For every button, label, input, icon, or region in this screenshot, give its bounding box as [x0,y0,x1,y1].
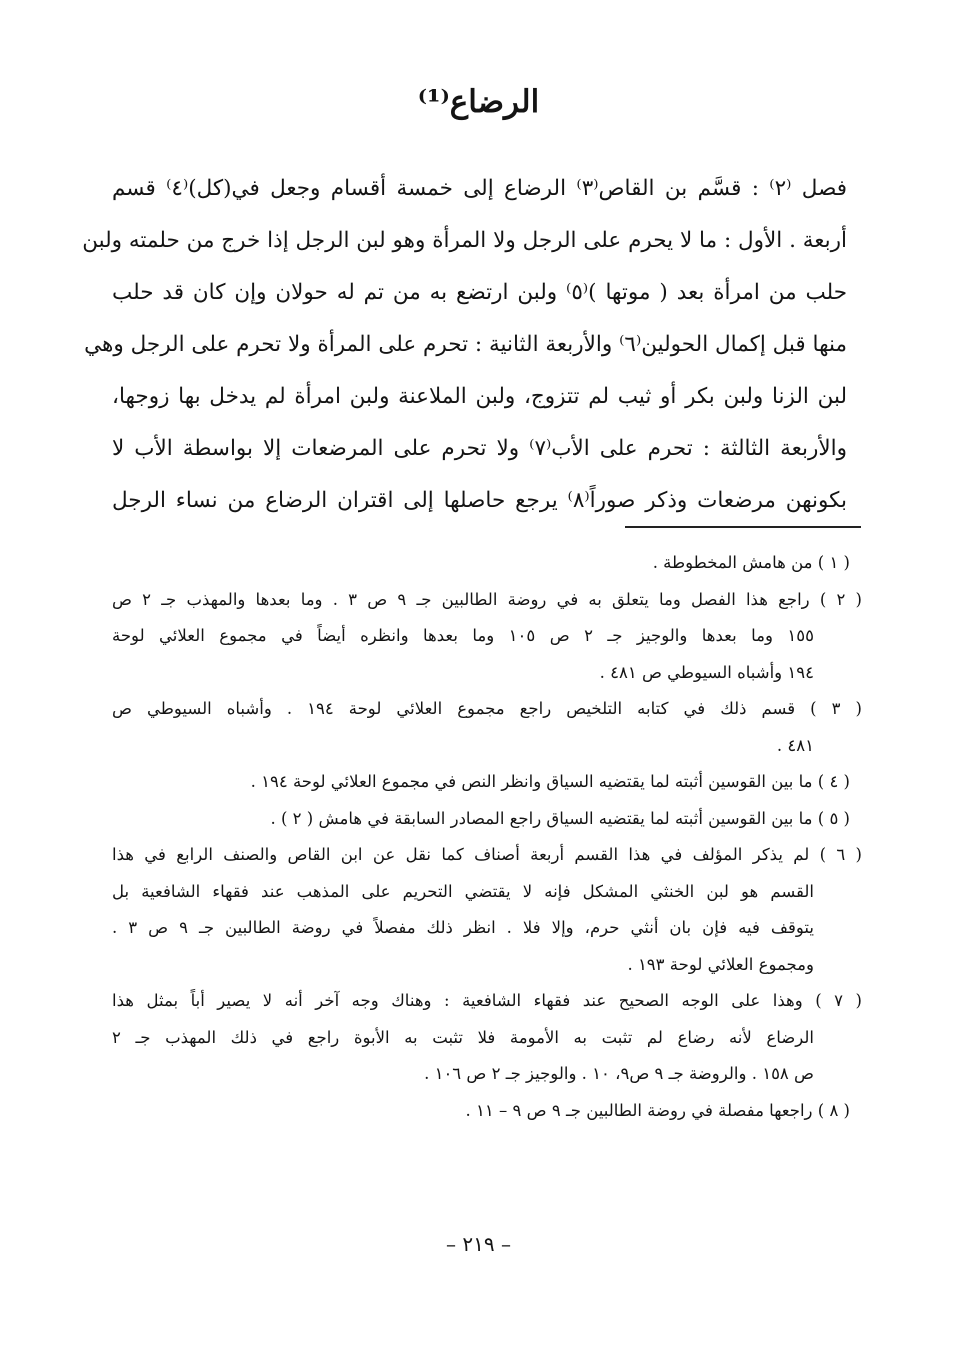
footnote-line: ١٥٥ وما بعدها والوجيز جـ ٢ ص ١٠٥ وما بعدها وانظره أيضاً في مجموع العلائي لوحة [112,626,814,645]
body-line: منها قبل إكمال الحولين⁽٦⁾ والأربعة الثانية : تحرم على المرأة ولا تحرم على الرجل وهي [84,332,847,357]
footnote-8 [112,1093,862,1130]
footnote-7 [112,983,862,1093]
page-number: – ٢١٩ – [446,1232,511,1256]
footnote-5 [112,801,862,838]
footnote-separator [625,526,861,528]
footnote-line: ( ٨ ) راجعها مفصلة في روضة الطالبين جـ ٩ ص ٩ – ١١ . [465,1100,850,1120]
footnote-3 [112,691,862,764]
footnote-4 [112,764,862,801]
footnote-line: ٤٨١ . [776,735,814,755]
body-line: لبن الزنا ولبن بكر أو ثيب لم تتزوج، ولبن الملاعنة ولبن امرأة لم يدخل بها زوجها، [112,384,847,409]
footnote-line: ( ٦ ) لم يذكر المؤلف في هذا القسم أربعة أصناف كما نقل عن ابن القاص والصنف الرابع في هذا [112,845,862,864]
footnote-line: ( ٣ ) قسم ذلك في كتابه التلخيص راجع مجموع العلائي لوحة ١٩٤ . وأشباه السيوطي ص [112,699,862,718]
body-line: أربعة . الأول : ما لا يحرم على الرجل ولا المرأة وهو لبن الرجل إذا خرج من حلمته ولبن [82,228,847,253]
footnote-2 [112,582,862,692]
body-line: فصل ⁽٢⁾ : قسَّم بن القاص⁽٣⁾ الرضاع إلى خمسة أقسام وجعل في(كل)⁽٤⁾ قسم [112,176,848,201]
footnote-6 [112,837,862,983]
footnote-line: ومجموع العلائي لوحة ١٩٣ . [627,954,814,974]
footnote-line: الرضاع لأنه رضاع لم تثبت به الأمومة فلا تثبت به الأبوة راجع في ذلك المهذب جـ ٢ [112,1027,814,1047]
page-title: الرضاع⁽¹⁾ [417,84,540,120]
footnote-line: ( ٤ ) ما بين القوسين أثبته لما يقتضيه السياق وانظر النص في مجموع العلائي لوحة ١٩٤ . [250,772,850,791]
footnote-1 [112,545,862,582]
body-line: والأربعة الثالثة : تحرم على الأب⁽٧⁾ ولا تحرم على المرضعات إلا بواسطة الأب لا [112,436,848,461]
body-line: بكونهن مرضعات وذكر صوراً⁽٨⁾ يرجع حاصلها إلى اقتران الرضاع من نساء الرجل [112,488,847,513]
main-text [82,163,848,527]
footnote-line: ( ٢ ) راجع هذا الفصل وما يتعلق به في روضة الطالبين جـ ٩ ص ٣ . وما بعدها والمهذب جـ ٢ ص [112,589,862,609]
footnote-line: ( ١ ) من هامش المخطوطة . [652,553,850,572]
footnote-line: ( ٥ ) ما بين القوسين أثبته لما يقتضيه السياق راجع المصادر السابقة في هامش ( ٢ ) . [270,808,850,828]
footnotes [112,545,862,1129]
footnote-line: ص ١٥٨ . والروضة جـ ٩ ص٩، ١٠ . والوجيز جـ ٢ ص ١٠٦ . [424,1064,814,1083]
footnote-line: يتوقف فيه فإن بان أنثي حرم، وإلا فلا . انظر ذلك مفصلاً في روضة الطالبين جـ ٩ ص ٣ . [112,918,814,937]
footnote-line: القسم هو لبن الخنثي المشكل فإنه لا يقتضي التحريم على المذهب عند فقهاء الشافعية بل [112,881,814,901]
footnote-line: ( ٧ ) وهذا على الوجه الصحيح عند فقهاء الشافعية : وهناك وجه آخر أنه لا يصير أباً بمثل هذا [112,991,862,1010]
footnote-line: ١٩٤ وأشباه السيوطي ص ٤٨١ . [599,662,814,682]
body-line: حلب من امرأة بعد ( موتها )⁽٥⁾ ولبن ارتضع به من تم له حولان وإن كان قد حلب [112,280,848,305]
